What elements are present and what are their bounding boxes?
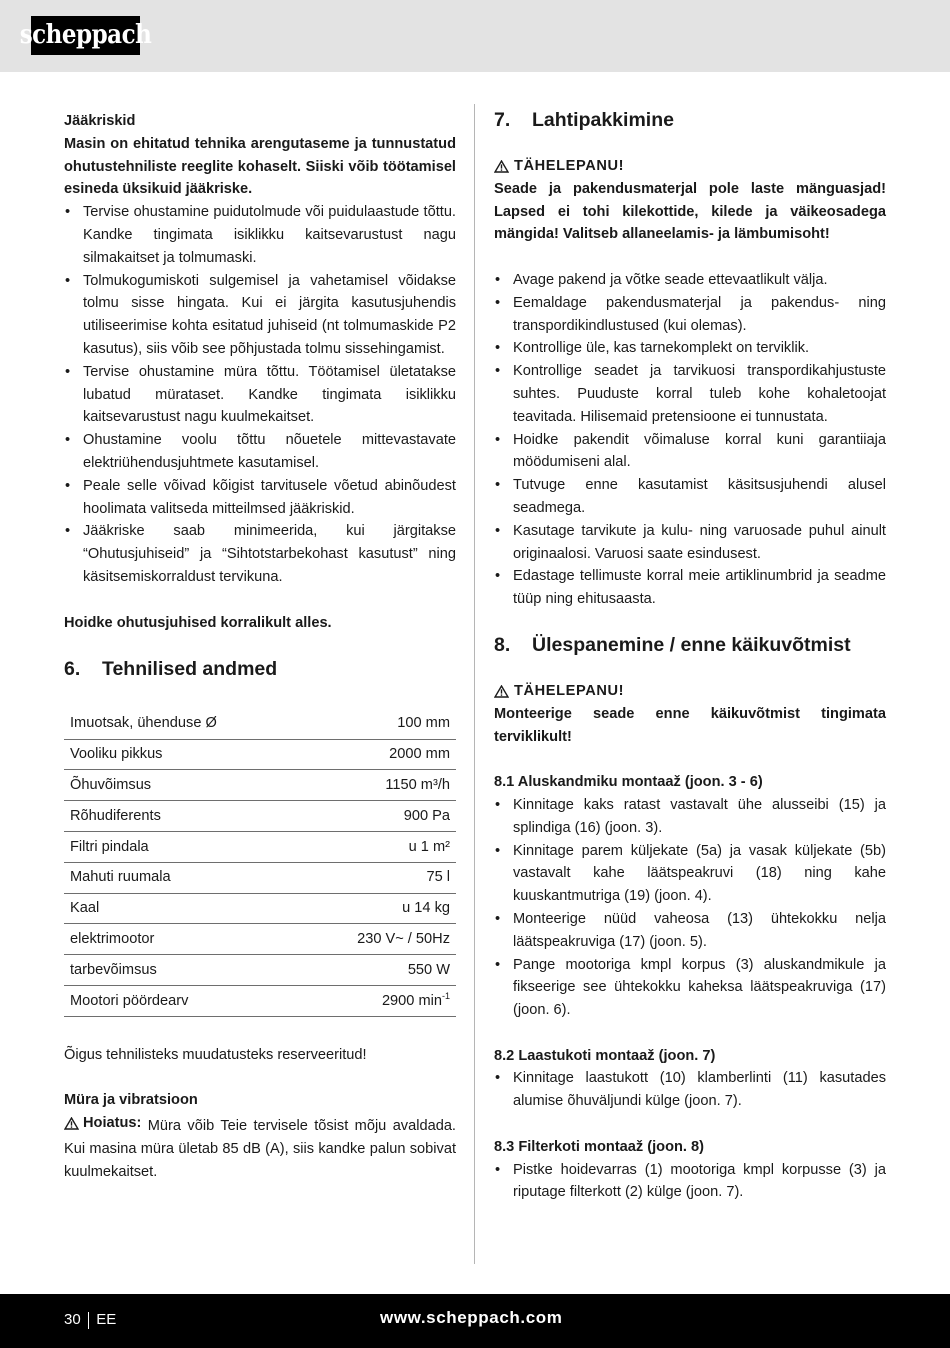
- table-row: [64, 708, 456, 739]
- table-row: [64, 739, 456, 770]
- list-item: • Tervise ohustamine müra tõttu. Töötamisel ületatakse lubatud mürataset. Kandke tingimata isiklikku kaitsevarustust nagu kuulmekaitset.: [64, 361, 456, 429]
- table-row: [64, 986, 456, 1017]
- list-item: • Avage pakend ja võtke seade ettevaatlikult välja.: [494, 269, 886, 292]
- attention-label: TÄHELEPANU!: [494, 680, 886, 703]
- section-8-heading: [494, 631, 886, 659]
- tech-specs-table: [64, 708, 456, 1016]
- list-item: • Kinnitage kaks ratast vastavalt ühe alusseibi (15) ja splindiga (16) (joon. 3).: [494, 794, 886, 840]
- section-7-heading: [494, 106, 886, 134]
- assembly-warning-text: Monteerige seade enne käikuvõtmist tingimata terviklikult!: [494, 705, 886, 745]
- spec-label: Mahuti ruumala: [64, 862, 300, 893]
- attention-label: TÄHELEPANU!: [494, 155, 886, 178]
- section-title: Ülespanemine / enne käikuvõtmist: [532, 633, 851, 656]
- list-item: • Kasutage tarvikute ja kulu- ning varuosade puhul ainult originaalosi. Varuosi saate esindusest.: [494, 520, 886, 566]
- list-item: • Kinnitage parem küljekate (5a) ja vasak küljekate (5b) vastavalt kahe läätspeakruvi (18) ning kahe kuuskantmutriga (19) (joon. 4).: [494, 840, 886, 908]
- list-item: • Monteerige nüüd vaheosa (13) ühtekokku nelja läätspeakruviga (17) (joon. 5).: [494, 908, 886, 954]
- spec-value: u 14 kg: [300, 893, 456, 924]
- unpacking-warning-text: Seade ja pakendusmaterjal pole laste mänguasjad! Lapsed ei tohi kilekottide, kilede ja väikeosadega mängida! Valitseb allaneelamis- ja lämbumisoht!: [494, 180, 886, 243]
- subsection-8-2-list: [494, 1067, 886, 1113]
- list-item: • Kinnitage laastukott (10) klamberlinti (11) kasutades alumise õhuväljundi külge (joon. 7).: [494, 1067, 886, 1113]
- section-number: 6.: [64, 658, 81, 681]
- list-item: • Tolmukogumiskoti sulgemisel ja vahetamisel võidakse tolmu sisse hingata. Kui ei järgita kasutusjuhendis utiliseerimise kohta esitatud juhiseid (nt tolmumaskide P2 kasutus), siis võib see põhjustada tolmu sissehingamist.: [64, 270, 456, 361]
- list-item: • Kontrollige üle, kas tarnekomplekt on terviklik.: [494, 337, 886, 360]
- section-title: Lahtipakkimine: [532, 109, 674, 131]
- residual-risks-intro: Masin on ehitatud tehnika arengutaseme ja tunnustatud ohutustehniliste reeglite kohaselt. Siiski võib töötamisel esineda üksikuid jääkriske.: [64, 135, 456, 198]
- tech-changes-reserved: Õigus tehnilisteks muudatusteks reserveeritud!: [64, 1046, 367, 1063]
- section-number: 8.: [494, 633, 511, 656]
- table-row: [64, 924, 456, 955]
- spec-value: 550 W: [300, 955, 456, 986]
- noise-text: Hoiatus: Müra võib Teie tervisele tõsist mõju avaldada. Kui masina müra ületab 85 dB (A), siis kandke palun sobivat kuulmekaitset.: [64, 1112, 456, 1183]
- spec-value: 230 V~ / 50Hz: [300, 924, 456, 955]
- right-column: [494, 106, 886, 1204]
- list-item: • Pange mootoriga kmpl korpus (3) aluskandmikule ja fikseerige see ühtekokku kaheksa läätspeakruviga (17) (joon. 6).: [494, 954, 886, 1022]
- section-title: Tehnilised andmed: [102, 658, 278, 681]
- list-item: • Kontrollige seadet ja tarvikuosi transpordikahjustuste suhtes. Puuduste korral tuleb kohe kohaletoojat teavitada. Hilisemaid pretensioone ei tunnustata.: [494, 360, 886, 428]
- spec-label: Vooliku pikkus: [64, 739, 300, 770]
- residual-risks-title: Jääkriskid: [64, 113, 136, 129]
- spec-value: 75 l: [300, 862, 456, 893]
- table-row: [64, 955, 456, 986]
- section-6-heading: [64, 655, 456, 683]
- left-column: [64, 110, 456, 1183]
- spec-value: 2000 mm: [300, 739, 456, 770]
- page-separator: [88, 1312, 90, 1329]
- list-item: • Jääkriske saab minimeerida, kui järgitakse “Ohutusjuhiseid” ja “Sihtotstarbekohast kasutust” ning käsitsemiskorraldust tervikuna.: [64, 520, 456, 588]
- list-item: • Ohustamine voolu tõttu nõuetele mittevastavate elektriühendusjuhtmete kasutamisel.: [64, 429, 456, 475]
- spec-label: Mootori pöördearv: [64, 986, 300, 1017]
- noise-title: Müra ja vibratsioon: [64, 1092, 198, 1109]
- spec-label: Rõhudiferents: [64, 801, 300, 832]
- noise-warning-label: Hoiatus:: [64, 1112, 141, 1135]
- subsection-8-1-list: [494, 794, 886, 1022]
- scheppach-logo: scheppach: [31, 16, 140, 55]
- header-band: [0, 0, 950, 72]
- spec-value: 100 mm: [300, 708, 456, 739]
- warning-triangle-icon: [64, 1117, 79, 1130]
- spec-value: 900 Pa: [300, 801, 456, 832]
- spec-value: 1150 m³/h: [300, 770, 456, 801]
- spec-label: tarbevõimsus: [64, 955, 300, 986]
- section-number: 7.: [494, 109, 511, 131]
- page-number: 30: [64, 1311, 81, 1328]
- website-link[interactable]: www.scheppach.com: [380, 1308, 563, 1327]
- subsection-8-3-list: [494, 1159, 886, 1205]
- table-row: [64, 832, 456, 863]
- footer-band: [0, 1294, 950, 1348]
- spec-value: u 1 m²: [300, 832, 456, 863]
- warning-triangle-icon: [494, 160, 509, 173]
- table-row: [64, 862, 456, 893]
- list-item: • Hoidke pakendit võimaluse korral kuni garantiiaja möödumiseni alal.: [494, 429, 886, 475]
- unpacking-list: [494, 269, 886, 611]
- list-item: • Peale selle võivad kõigist tarvitusele võetud abinõudest hoolimata valitseda mitteilmsed jääkriskid.: [64, 475, 456, 521]
- table-row: [64, 801, 456, 832]
- superscript: -1: [441, 990, 450, 1001]
- keep-instructions-note: Hoidke ohutusjuhised korralikult alles.: [64, 614, 332, 631]
- spec-label: elektrimootor: [64, 924, 300, 955]
- spec-label: Õhuvõimsus: [64, 770, 300, 801]
- spec-value: 2900 $\min^{-1}$: [300, 986, 456, 1017]
- subsection-8-2-title: 8.2 Laastukoti montaaž (joon. 7): [494, 1047, 716, 1064]
- spec-label: Imuotsak, ühenduse Ø: [64, 708, 300, 739]
- spec-label: Filtri pindala: [64, 832, 300, 863]
- spec-label: Kaal: [64, 893, 300, 924]
- subsection-8-3-title: 8.3 Filterkoti montaaž (joon. 8): [494, 1138, 705, 1155]
- page-indicator: [64, 1309, 116, 1332]
- list-item: • Tervise ohustamine puidutolmude või puidulaastude tõttu. Kandke tingimata isiklikku kaitsevarustust nagu silmakaitset ja tolmumaski.: [64, 201, 456, 269]
- table-row: [64, 893, 456, 924]
- list-item: • Tutvuge enne kasutamist käsitsusjuhendi alusel seadmega.: [494, 474, 886, 520]
- column-divider: [474, 104, 475, 1264]
- list-item: • Pistke hoidevarras (1) mootoriga kmpl korpusse (3) ja riputage filterkott (2) külge (joon. 7).: [494, 1159, 886, 1205]
- subsection-8-1-title: 8.1 Aluskandmiku montaaž (joon. 3 - 6): [494, 774, 763, 791]
- residual-risks-list: [64, 201, 456, 589]
- warning-triangle-icon: [494, 685, 509, 698]
- list-item: • Eemaldage pakendusmaterjal ja pakendus- ning transpordikindlustused (kui olemas).: [494, 292, 886, 338]
- list-item: • Edastage tellimuste korral meie artiklinumbrid ja seadme tüüp ning ehitusaasta.: [494, 565, 886, 611]
- table-row: [64, 770, 456, 801]
- language-code: EE: [96, 1311, 117, 1328]
